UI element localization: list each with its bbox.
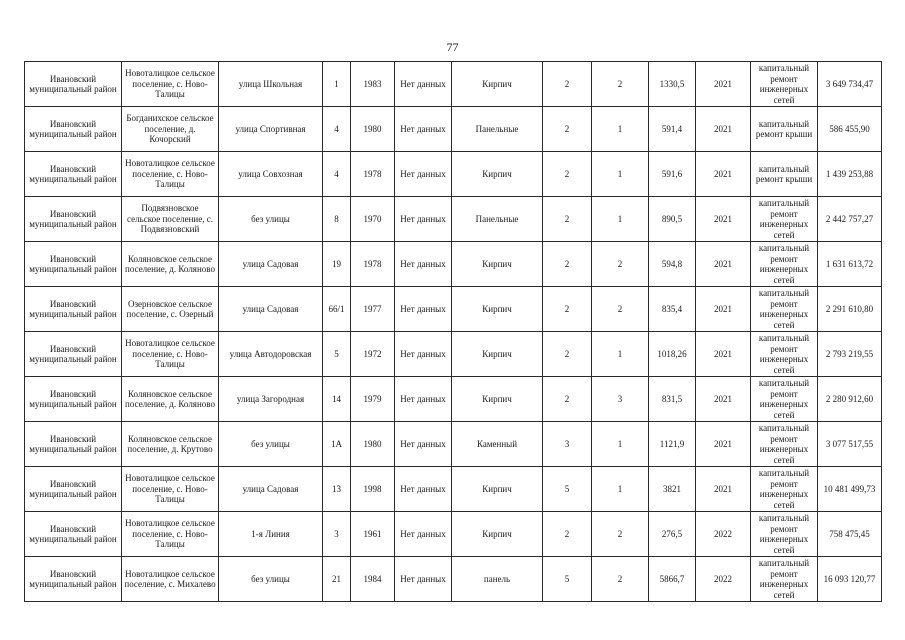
street-cell: улица Спортивная bbox=[219, 107, 323, 152]
cost-cell: 2 442 757,27 bbox=[818, 197, 882, 242]
work-type-cell: капитальный ремонт инженерных сетей bbox=[751, 377, 818, 422]
data-status-cell: Нет данных bbox=[395, 422, 452, 467]
street-cell: без улицы bbox=[219, 197, 323, 242]
build-year-cell: 1980 bbox=[351, 422, 395, 467]
cost-cell: 586 455,90 bbox=[818, 107, 882, 152]
cost-cell: 10 481 499,73 bbox=[818, 467, 882, 512]
work-type-cell: капитальный ремонт инженерных сетей bbox=[751, 332, 818, 377]
area-cell: 5866,7 bbox=[649, 557, 696, 602]
data-status-cell: Нет данных bbox=[395, 512, 452, 557]
settlement-cell: Новоталицкое сельское поселение, с. Ново-Талицы bbox=[122, 332, 219, 377]
plan-year-cell: 2021 bbox=[696, 62, 751, 107]
work-type-cell: капитальный ремонт инженерных сетей bbox=[751, 557, 818, 602]
area-cell: 591,4 bbox=[649, 107, 696, 152]
work-type-cell: капитальный ремонт инженерных сетей bbox=[751, 512, 818, 557]
data-status-cell: Нет данных bbox=[395, 62, 452, 107]
house-number-cell: 66/1 bbox=[323, 287, 351, 332]
floors-cell: 2 bbox=[543, 332, 592, 377]
district-cell: Ивановский муниципальный район bbox=[25, 422, 122, 467]
house-number-cell: 21 bbox=[323, 557, 351, 602]
area-cell: 594,8 bbox=[649, 242, 696, 287]
plan-year-cell: 2021 bbox=[696, 467, 751, 512]
settlement-cell: Коляновское сельское поселение, д. Коляново bbox=[122, 242, 219, 287]
wall-material-cell: Кирпич bbox=[452, 287, 543, 332]
house-number-cell: 3 bbox=[323, 512, 351, 557]
wall-material-cell: Кирпич bbox=[452, 512, 543, 557]
build-year-cell: 1983 bbox=[351, 62, 395, 107]
district-cell: Ивановский муниципальный район bbox=[25, 557, 122, 602]
data-status-cell: Нет данных bbox=[395, 107, 452, 152]
street-cell: без улицы bbox=[219, 422, 323, 467]
settlement-cell: Богданихское сельское поселение, д. Кочорский bbox=[122, 107, 219, 152]
floors-cell: 2 bbox=[543, 107, 592, 152]
house-number-cell: 1 bbox=[323, 62, 351, 107]
entrances-cell: 1 bbox=[592, 422, 649, 467]
area-cell: 1330,5 bbox=[649, 62, 696, 107]
data-status-cell: Нет данных bbox=[395, 332, 452, 377]
floors-cell: 2 bbox=[543, 287, 592, 332]
wall-material-cell: Кирпич bbox=[452, 242, 543, 287]
area-cell: 3821 bbox=[649, 467, 696, 512]
entrances-cell: 2 bbox=[592, 512, 649, 557]
settlement-cell: Коляновское сельское поселение, д. Коляново bbox=[122, 377, 219, 422]
cost-cell: 1 439 253,88 bbox=[818, 152, 882, 197]
cost-cell: 1 631 613,72 bbox=[818, 242, 882, 287]
plan-year-cell: 2021 bbox=[696, 197, 751, 242]
area-cell: 835,4 bbox=[649, 287, 696, 332]
wall-material-cell: Кирпич bbox=[452, 152, 543, 197]
data-status-cell: Нет данных bbox=[395, 287, 452, 332]
area-cell: 276,5 bbox=[649, 512, 696, 557]
district-cell: Ивановский муниципальный район bbox=[25, 332, 122, 377]
house-number-cell: 19 bbox=[323, 242, 351, 287]
settlement-cell: Новоталицкое сельское поселение, с. Ново-Талицы bbox=[122, 467, 219, 512]
table-body bbox=[25, 62, 882, 602]
cost-cell: 3 077 517,55 bbox=[818, 422, 882, 467]
settlement-cell: Новоталицкое сельское поселение, с. Ново-Талицы bbox=[122, 152, 219, 197]
floors-cell: 5 bbox=[543, 467, 592, 512]
floors-cell: 2 bbox=[543, 62, 592, 107]
floors-cell: 2 bbox=[543, 512, 592, 557]
street-cell: улица Садовая bbox=[219, 287, 323, 332]
wall-material-cell: Кирпич bbox=[452, 62, 543, 107]
street-cell: без улицы bbox=[219, 557, 323, 602]
work-type-cell: капитальный ремонт инженерных сетей bbox=[751, 287, 818, 332]
table-row bbox=[25, 512, 882, 557]
table-row bbox=[25, 422, 882, 467]
page-number: 77 bbox=[446, 40, 459, 54]
work-type-cell: капитальный ремонт инженерных сетей bbox=[751, 422, 818, 467]
wall-material-cell: Панельные bbox=[452, 107, 543, 152]
plan-year-cell: 2021 bbox=[696, 332, 751, 377]
wall-material-cell: Каменный bbox=[452, 422, 543, 467]
floors-cell: 2 bbox=[543, 152, 592, 197]
data-status-cell: Нет данных bbox=[395, 197, 452, 242]
floors-cell: 2 bbox=[543, 197, 592, 242]
table-row bbox=[25, 152, 882, 197]
entrances-cell: 1 bbox=[592, 152, 649, 197]
cost-cell: 2 793 219,55 bbox=[818, 332, 882, 377]
build-year-cell: 1980 bbox=[351, 107, 395, 152]
cost-cell: 3 649 734,47 bbox=[818, 62, 882, 107]
plan-year-cell: 2021 bbox=[696, 107, 751, 152]
district-cell: Ивановский муниципальный район bbox=[25, 377, 122, 422]
entrances-cell: 2 bbox=[592, 557, 649, 602]
street-cell: улица Загородная bbox=[219, 377, 323, 422]
house-number-cell: 8 bbox=[323, 197, 351, 242]
plan-year-cell: 2022 bbox=[696, 557, 751, 602]
build-year-cell: 1978 bbox=[351, 152, 395, 197]
district-cell: Ивановский муниципальный район bbox=[25, 152, 122, 197]
wall-material-cell: Кирпич bbox=[452, 332, 543, 377]
district-cell: Ивановский муниципальный район bbox=[25, 62, 122, 107]
street-cell: 1-я Линия bbox=[219, 512, 323, 557]
wall-material-cell: Кирпич bbox=[452, 467, 543, 512]
floors-cell: 5 bbox=[543, 557, 592, 602]
entrances-cell: 2 bbox=[592, 242, 649, 287]
plan-year-cell: 2021 bbox=[696, 242, 751, 287]
entrances-cell: 1 bbox=[592, 197, 649, 242]
plan-year-cell: 2021 bbox=[696, 422, 751, 467]
district-cell: Ивановский муниципальный район bbox=[25, 512, 122, 557]
area-cell: 890,5 bbox=[649, 197, 696, 242]
table-row bbox=[25, 377, 882, 422]
house-number-cell: 4 bbox=[323, 152, 351, 197]
entrances-cell: 1 bbox=[592, 107, 649, 152]
settlement-cell: Новоталицкое сельское поселение, с. Михалево bbox=[122, 557, 219, 602]
wall-material-cell: панель bbox=[452, 557, 543, 602]
plan-year-cell: 2021 bbox=[696, 377, 751, 422]
build-year-cell: 1961 bbox=[351, 512, 395, 557]
cost-cell: 2 280 912,60 bbox=[818, 377, 882, 422]
entrances-cell: 3 bbox=[592, 377, 649, 422]
entrances-cell: 2 bbox=[592, 287, 649, 332]
build-year-cell: 1984 bbox=[351, 557, 395, 602]
wall-material-cell: Кирпич bbox=[452, 377, 543, 422]
house-number-cell: 13 bbox=[323, 467, 351, 512]
street-cell: улица Школьная bbox=[219, 62, 323, 107]
cost-cell: 16 093 120,77 bbox=[818, 557, 882, 602]
plan-year-cell: 2022 bbox=[696, 512, 751, 557]
house-number-cell: 5 bbox=[323, 332, 351, 377]
data-status-cell: Нет данных bbox=[395, 152, 452, 197]
work-type-cell: капитальный ремонт крыши bbox=[751, 107, 818, 152]
entrances-cell: 2 bbox=[592, 62, 649, 107]
area-cell: 1121,9 bbox=[649, 422, 696, 467]
street-cell: улица Совхозная bbox=[219, 152, 323, 197]
build-year-cell: 1970 bbox=[351, 197, 395, 242]
settlement-cell: Коляновское сельское поселение, д. Крутово bbox=[122, 422, 219, 467]
district-cell: Ивановский муниципальный район bbox=[25, 107, 122, 152]
district-cell: Ивановский муниципальный район bbox=[25, 287, 122, 332]
cost-cell: 2 291 610,80 bbox=[818, 287, 882, 332]
build-year-cell: 1998 bbox=[351, 467, 395, 512]
build-year-cell: 1979 bbox=[351, 377, 395, 422]
table-row bbox=[25, 332, 882, 377]
street-cell: улица Автодоровская bbox=[219, 332, 323, 377]
wall-material-cell: Панельные bbox=[452, 197, 543, 242]
data-status-cell: Нет данных bbox=[395, 377, 452, 422]
cost-cell: 758 475,45 bbox=[818, 512, 882, 557]
settlement-cell: Озерновское сельское поселение, с. Озерный bbox=[122, 287, 219, 332]
work-type-cell: капитальный ремонт крыши bbox=[751, 152, 818, 197]
table-row bbox=[25, 107, 882, 152]
entrances-cell: 1 bbox=[592, 467, 649, 512]
work-type-cell: капитальный ремонт инженерных сетей bbox=[751, 197, 818, 242]
housing-repair-table bbox=[24, 61, 882, 602]
plan-year-cell: 2021 bbox=[696, 152, 751, 197]
build-year-cell: 1977 bbox=[351, 287, 395, 332]
floors-cell: 3 bbox=[543, 422, 592, 467]
table-row bbox=[25, 557, 882, 602]
entrances-cell: 1 bbox=[592, 332, 649, 377]
data-status-cell: Нет данных bbox=[395, 467, 452, 512]
data-status-cell: Нет данных bbox=[395, 557, 452, 602]
house-number-cell: 14 bbox=[323, 377, 351, 422]
area-cell: 1018,26 bbox=[649, 332, 696, 377]
table-row bbox=[25, 62, 882, 107]
district-cell: Ивановский муниципальный район bbox=[25, 242, 122, 287]
work-type-cell: капитальный ремонт инженерных сетей bbox=[751, 242, 818, 287]
plan-year-cell: 2021 bbox=[696, 287, 751, 332]
data-status-cell: Нет данных bbox=[395, 242, 452, 287]
build-year-cell: 1978 bbox=[351, 242, 395, 287]
table-row bbox=[25, 287, 882, 332]
settlement-cell: Новоталицкое сельское поселение, с. Ново-Талицы bbox=[122, 512, 219, 557]
area-cell: 831,5 bbox=[649, 377, 696, 422]
street-cell: улица Садовая bbox=[219, 467, 323, 512]
street-cell: улица Садовая bbox=[219, 242, 323, 287]
floors-cell: 2 bbox=[543, 377, 592, 422]
area-cell: 591,6 bbox=[649, 152, 696, 197]
district-cell: Ивановский муниципальный район bbox=[25, 197, 122, 242]
table-row bbox=[25, 197, 882, 242]
house-number-cell: 4 bbox=[323, 107, 351, 152]
settlement-cell: Новоталицкое сельское поселение, с. Ново-Талицы bbox=[122, 62, 219, 107]
table-row bbox=[25, 467, 882, 512]
work-type-cell: капитальный ремонт инженерных сетей bbox=[751, 467, 818, 512]
floors-cell: 2 bbox=[543, 242, 592, 287]
table-row bbox=[25, 242, 882, 287]
house-number-cell: 1А bbox=[323, 422, 351, 467]
settlement-cell: Подвязновское сельское поселение, с. Подвязновский bbox=[122, 197, 219, 242]
work-type-cell: капитальный ремонт инженерных сетей bbox=[751, 62, 818, 107]
build-year-cell: 1972 bbox=[351, 332, 395, 377]
district-cell: Ивановский муниципальный район bbox=[25, 467, 122, 512]
